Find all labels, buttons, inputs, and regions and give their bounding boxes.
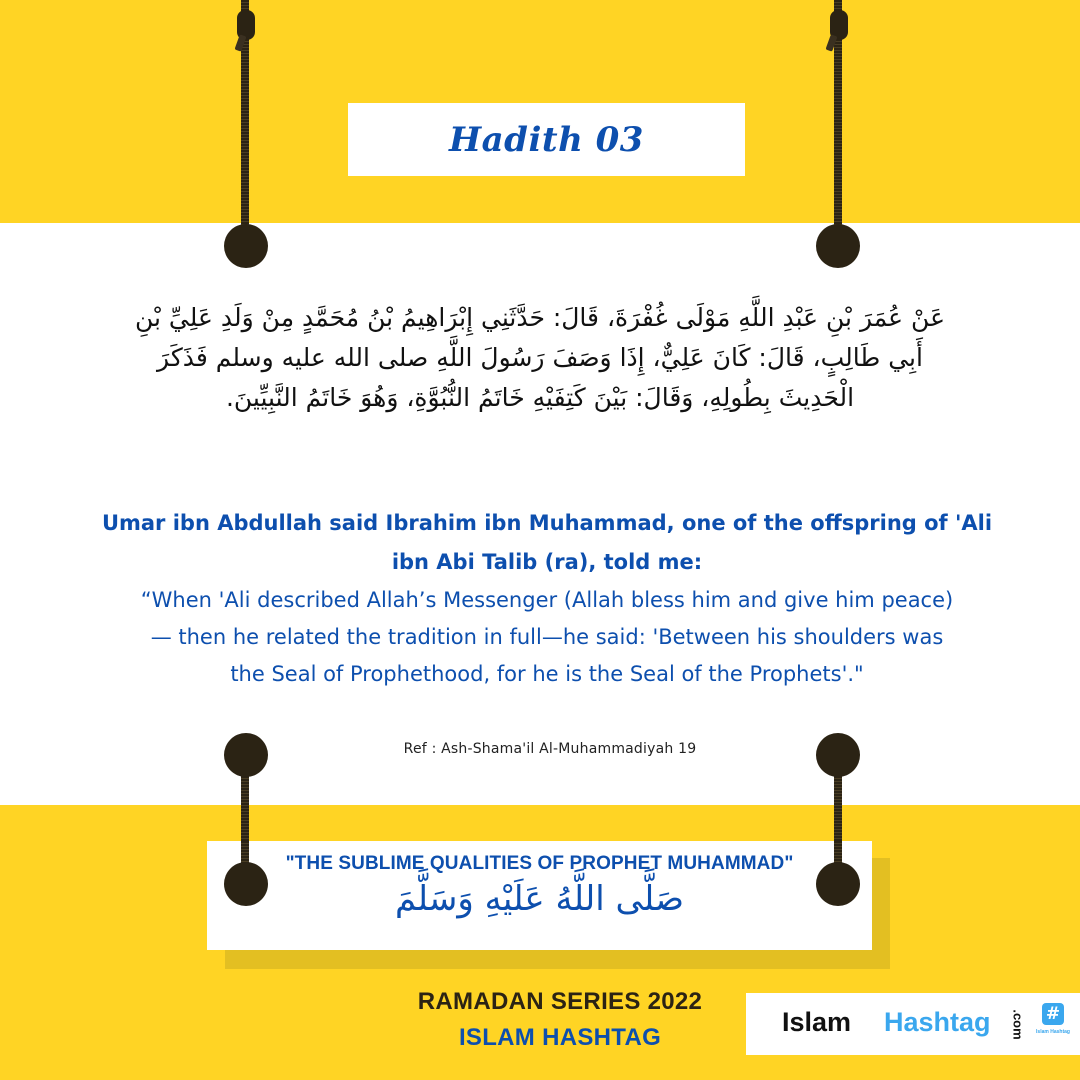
hashtag-icon: # <box>1042 1003 1064 1025</box>
subtitle-card <box>207 841 872 950</box>
ball-top-left <box>224 224 268 268</box>
arabic-line: أَبِي طَالِبٍ، قَالَ: كَانَ عَلِيٌّ، إِذَا وَصَفَ رَسُولَ اللَّهِ صلى الله عليه وسلم فَذَكَرَ <box>157 343 923 372</box>
logo-icon-label: Islam Hashtag <box>1036 1029 1070 1035</box>
ball-bottom-right <box>816 862 860 906</box>
hadith-reference: Ref : Ash-Shama'il Al-Muhammadiyah 19 <box>403 741 697 757</box>
translation-intro-line: Umar ibn Abdullah said Ibrahim ibn Muhammad, one of the offspring of 'Ali <box>101 511 993 535</box>
ball-top-right <box>816 224 860 268</box>
logo-tld: .com <box>1010 1009 1026 1040</box>
ball-middle-right <box>816 733 860 777</box>
translation-quote-line: “When 'Ali described Allah’s Messenger (Allah bless him and give him peace) <box>140 588 954 612</box>
arabic-hadith-text <box>90 298 990 418</box>
logo-word-hashtag: Hashtag <box>884 1007 991 1037</box>
salawat-arabic: صَلَّى اللَّهُ عَلَيْهِ وَسَلَّمَ <box>395 879 684 919</box>
page-title: Hadith 03 <box>449 119 644 160</box>
title-banner <box>348 103 745 176</box>
ball-middle-left <box>224 733 268 777</box>
translation-quote-line: — then he related the tradition in full—he said: 'Between his shoulders was <box>150 625 944 649</box>
translation-quote-line: the Seal of Prophethood, for he is the Seal of the Prophets'." <box>230 662 864 686</box>
english-translation <box>92 504 1002 693</box>
brand-title: ISLAM HASHTAG <box>458 1024 662 1051</box>
arabic-line: عَنْ عُمَرَ بْنِ عَبْدِ اللَّهِ مَوْلَى غُفْرَةَ، قَالَ: حَدَّثَنِي إِبْرَاهِيمُ بْنُ مُحَمَّدٍ مِنْ وَلَدِ عَلِيِّ بْنِ <box>135 303 945 332</box>
series-theme-title: "THE SUBLIME QUALITIES OF PROPHET MUHAMMAD" <box>285 853 794 874</box>
arabic-line: الْحَدِيثَ بِطُولِهِ، وَقَالَ: بَيْنَ كَتِفَيْهِ خَاتَمُ النُّبُوَّةِ، وَهُوَ خَاتَمُ النَّبِيِّينَ. <box>225 383 855 412</box>
brand-logo[interactable] <box>746 993 1080 1055</box>
ball-bottom-left <box>224 862 268 906</box>
series-title: RAMADAN SERIES 2022 <box>417 988 703 1015</box>
translation-intro-line: ibn Abi Talib (ra), told me: <box>391 550 703 574</box>
logo-word-islam: Islam <box>782 1007 852 1037</box>
